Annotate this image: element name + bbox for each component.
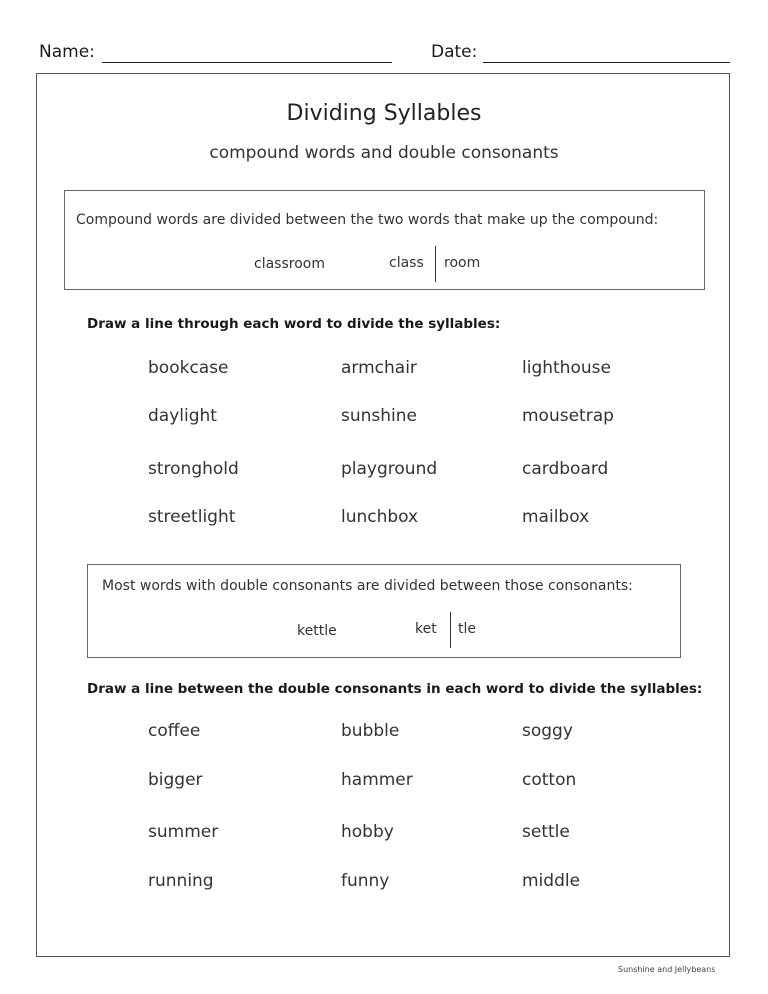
name-field-line[interactable]	[102, 62, 392, 63]
double-example-divider	[450, 612, 451, 648]
page-subtitle: compound words and double consonants	[209, 143, 559, 163]
double-consonant-word[interactable]: coffee	[148, 721, 201, 741]
double-consonant-word[interactable]: running	[148, 871, 214, 891]
compound-word[interactable]: cardboard	[522, 459, 609, 479]
double-example-left: ket	[415, 621, 437, 637]
double-example-word: kettle	[297, 623, 337, 639]
double-consonant-word[interactable]: cotton	[522, 770, 577, 790]
compound-example-right: room	[444, 255, 481, 271]
double-consonant-rule-text: Most words with double consonants are divided between those consonants:	[102, 578, 633, 594]
compound-word[interactable]: lunchbox	[341, 507, 419, 527]
date-label: Date:	[431, 42, 478, 62]
compound-word[interactable]: mailbox	[522, 507, 590, 527]
double-consonant-word[interactable]: soggy	[522, 721, 573, 741]
compound-example-word: classroom	[254, 256, 325, 272]
compound-word[interactable]: streetlight	[148, 507, 236, 527]
double-consonant-word[interactable]: hammer	[341, 770, 413, 790]
date-field-line[interactable]	[483, 62, 730, 63]
compound-rule-text: Compound words are divided between the two words that make up the compound:	[76, 212, 659, 228]
double-consonant-word[interactable]: bubble	[341, 721, 400, 741]
double-consonant-instruction: Draw a line between the double consonants in each word to divide the syllables:	[87, 681, 703, 697]
compound-instruction: Draw a line through each word to divide the syllables:	[87, 316, 501, 332]
double-consonant-word[interactable]: hobby	[341, 822, 394, 842]
double-consonant-word[interactable]: settle	[522, 822, 570, 842]
double-example-right: tle	[458, 621, 476, 637]
double-consonant-word[interactable]: funny	[341, 871, 390, 891]
compound-word[interactable]: sunshine	[341, 406, 417, 426]
compound-rule-box	[64, 190, 705, 290]
compound-word[interactable]: armchair	[341, 358, 417, 378]
compound-word[interactable]: daylight	[148, 406, 217, 426]
compound-example-divider	[435, 246, 436, 282]
compound-word[interactable]: mousetrap	[522, 406, 614, 426]
double-consonant-word[interactable]: bigger	[148, 770, 203, 790]
compound-example-left: class	[389, 255, 424, 271]
compound-word[interactable]: bookcase	[148, 358, 229, 378]
compound-word[interactable]: stronghold	[148, 459, 239, 479]
name-label: Name:	[39, 42, 95, 62]
compound-word[interactable]: playground	[341, 459, 438, 479]
double-consonant-word[interactable]: summer	[148, 822, 219, 842]
page-title: Dividing Syllables	[286, 101, 482, 126]
double-consonant-word[interactable]: middle	[522, 871, 581, 891]
footer-credit: Sunshine and Jellybeans	[618, 965, 716, 974]
compound-word[interactable]: lighthouse	[522, 358, 611, 378]
